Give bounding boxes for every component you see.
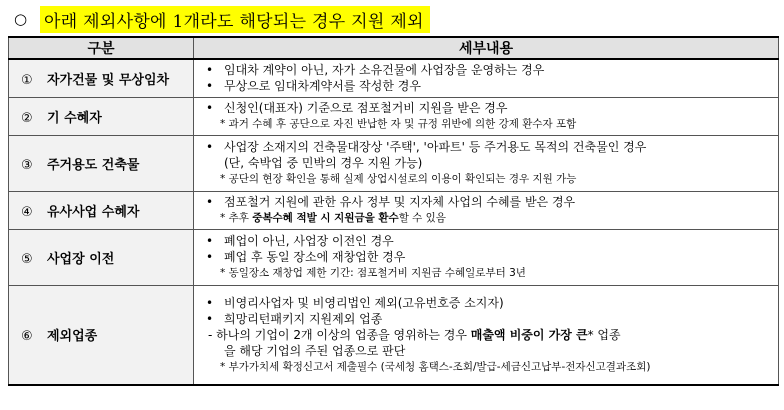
category-label: 기 수혜자 — [47, 110, 102, 126]
detail-note: * 동일장소 재창업 제한 기간: 점포철거비 지원금 수혜일로부터 3년 — [220, 267, 526, 279]
category-cell — [9, 229, 194, 285]
header-category: 구분 — [9, 37, 194, 59]
category-cell — [9, 191, 194, 229]
detail-line: • 무상으로 임대차계약서를 작성한 경우 — [206, 78, 770, 94]
emphasis-text: 매출액 비중이 가장 큰 — [470, 327, 588, 342]
table-row — [9, 135, 779, 191]
table-row — [9, 229, 779, 285]
detail-line: • 신청인(대표자) 기준으로 점포철거비 지원을 받은 경우 — [206, 100, 770, 116]
detail-line: 을 해당 기업의 주된 업종으로 판단 — [224, 343, 406, 358]
details-cell — [194, 285, 779, 385]
category-label: 유사사업 수혜자 — [47, 204, 140, 220]
details-cell — [194, 59, 779, 97]
row-number: ⑥ — [21, 329, 33, 345]
details-cell — [194, 229, 779, 285]
category-label: 주거용도 건축물 — [47, 157, 140, 173]
header-details: 세부내용 — [194, 37, 779, 59]
category-cell — [9, 59, 194, 97]
detail-line: • 비영리사업자 및 비영리법인 제외(고유번호증 소지자) — [206, 295, 770, 311]
table-row — [9, 59, 779, 97]
details-cell — [194, 191, 779, 229]
detail-note: * 부가가치세 확정신고서 제출필수 (국세청 홈택스-조회/발급-세금신고납부-전자신고결과조회) — [220, 360, 651, 373]
table-row — [9, 97, 779, 135]
detail-note: * 과거 수혜 후 공단으로 자진 반납한 자 및 규정 위반에 의한 강제 환수자 포함 — [220, 118, 577, 130]
detail-dash-line: - 하나의 기업이 2개 이상의 업종을 영위하는 경우 매출액 비중이 가장 큰* 업종 — [208, 327, 621, 342]
detail-line: • 사업장 소재지의 건축물대장상 '주택', '아파트' 등 주거용도 목적의 건축물인 경우 — [206, 139, 770, 155]
emphasis-text: 중복수혜 적발 시 지원금을 환수 — [252, 212, 399, 224]
table-row — [9, 285, 779, 385]
detail-line: • 점포철거 지원에 관한 유사 정부 및 지자체 사업의 수혜를 받은 경우 — [206, 194, 770, 210]
table-header-row — [9, 37, 779, 59]
details-cell — [194, 97, 779, 135]
category-label: 제외업종 — [47, 329, 98, 345]
exclusion-table — [8, 36, 779, 386]
section-heading — [14, 6, 430, 32]
details-cell — [194, 135, 779, 191]
detail-line: • 폐업 후 동일 장소에 재창업한 경우 — [206, 249, 770, 265]
detail-line: • 폐업이 아닌, 사업장 이전인 경우 — [206, 233, 770, 249]
heading-text: 아래 제외사항에 1개라도 해당되는 경우 지원 제외 — [40, 6, 430, 33]
detail-note: * 공단의 현장 확인을 통해 실제 상업시설로의 이용이 확인되는 경우 지원 가능 — [220, 173, 577, 185]
row-number: ⑤ — [21, 251, 33, 267]
row-number: ③ — [21, 157, 33, 173]
category-cell — [9, 97, 194, 135]
row-number: ① — [21, 72, 33, 88]
category-label: 사업장 이전 — [47, 251, 115, 267]
table-row — [9, 191, 779, 229]
heading-bullet: ○ — [14, 10, 28, 28]
category-label: 자가건물 및 무상임차 — [47, 72, 170, 88]
detail-note: * 추후 중복수혜 적발 시 지원금을 환수할 수 있음 — [220, 212, 446, 224]
category-cell — [9, 135, 194, 191]
row-number: ④ — [21, 204, 33, 220]
detail-line: (단, 숙박업 중 민박의 경우 지원 가능) — [224, 156, 423, 170]
detail-line: • 임대차 계약이 아닌, 자가 소유건물에 사업장을 운영하는 경우 — [206, 62, 770, 78]
detail-line: • 희망리턴패키지 지원제외 업종 — [206, 311, 770, 327]
row-number: ② — [21, 110, 33, 126]
category-cell — [9, 285, 194, 385]
